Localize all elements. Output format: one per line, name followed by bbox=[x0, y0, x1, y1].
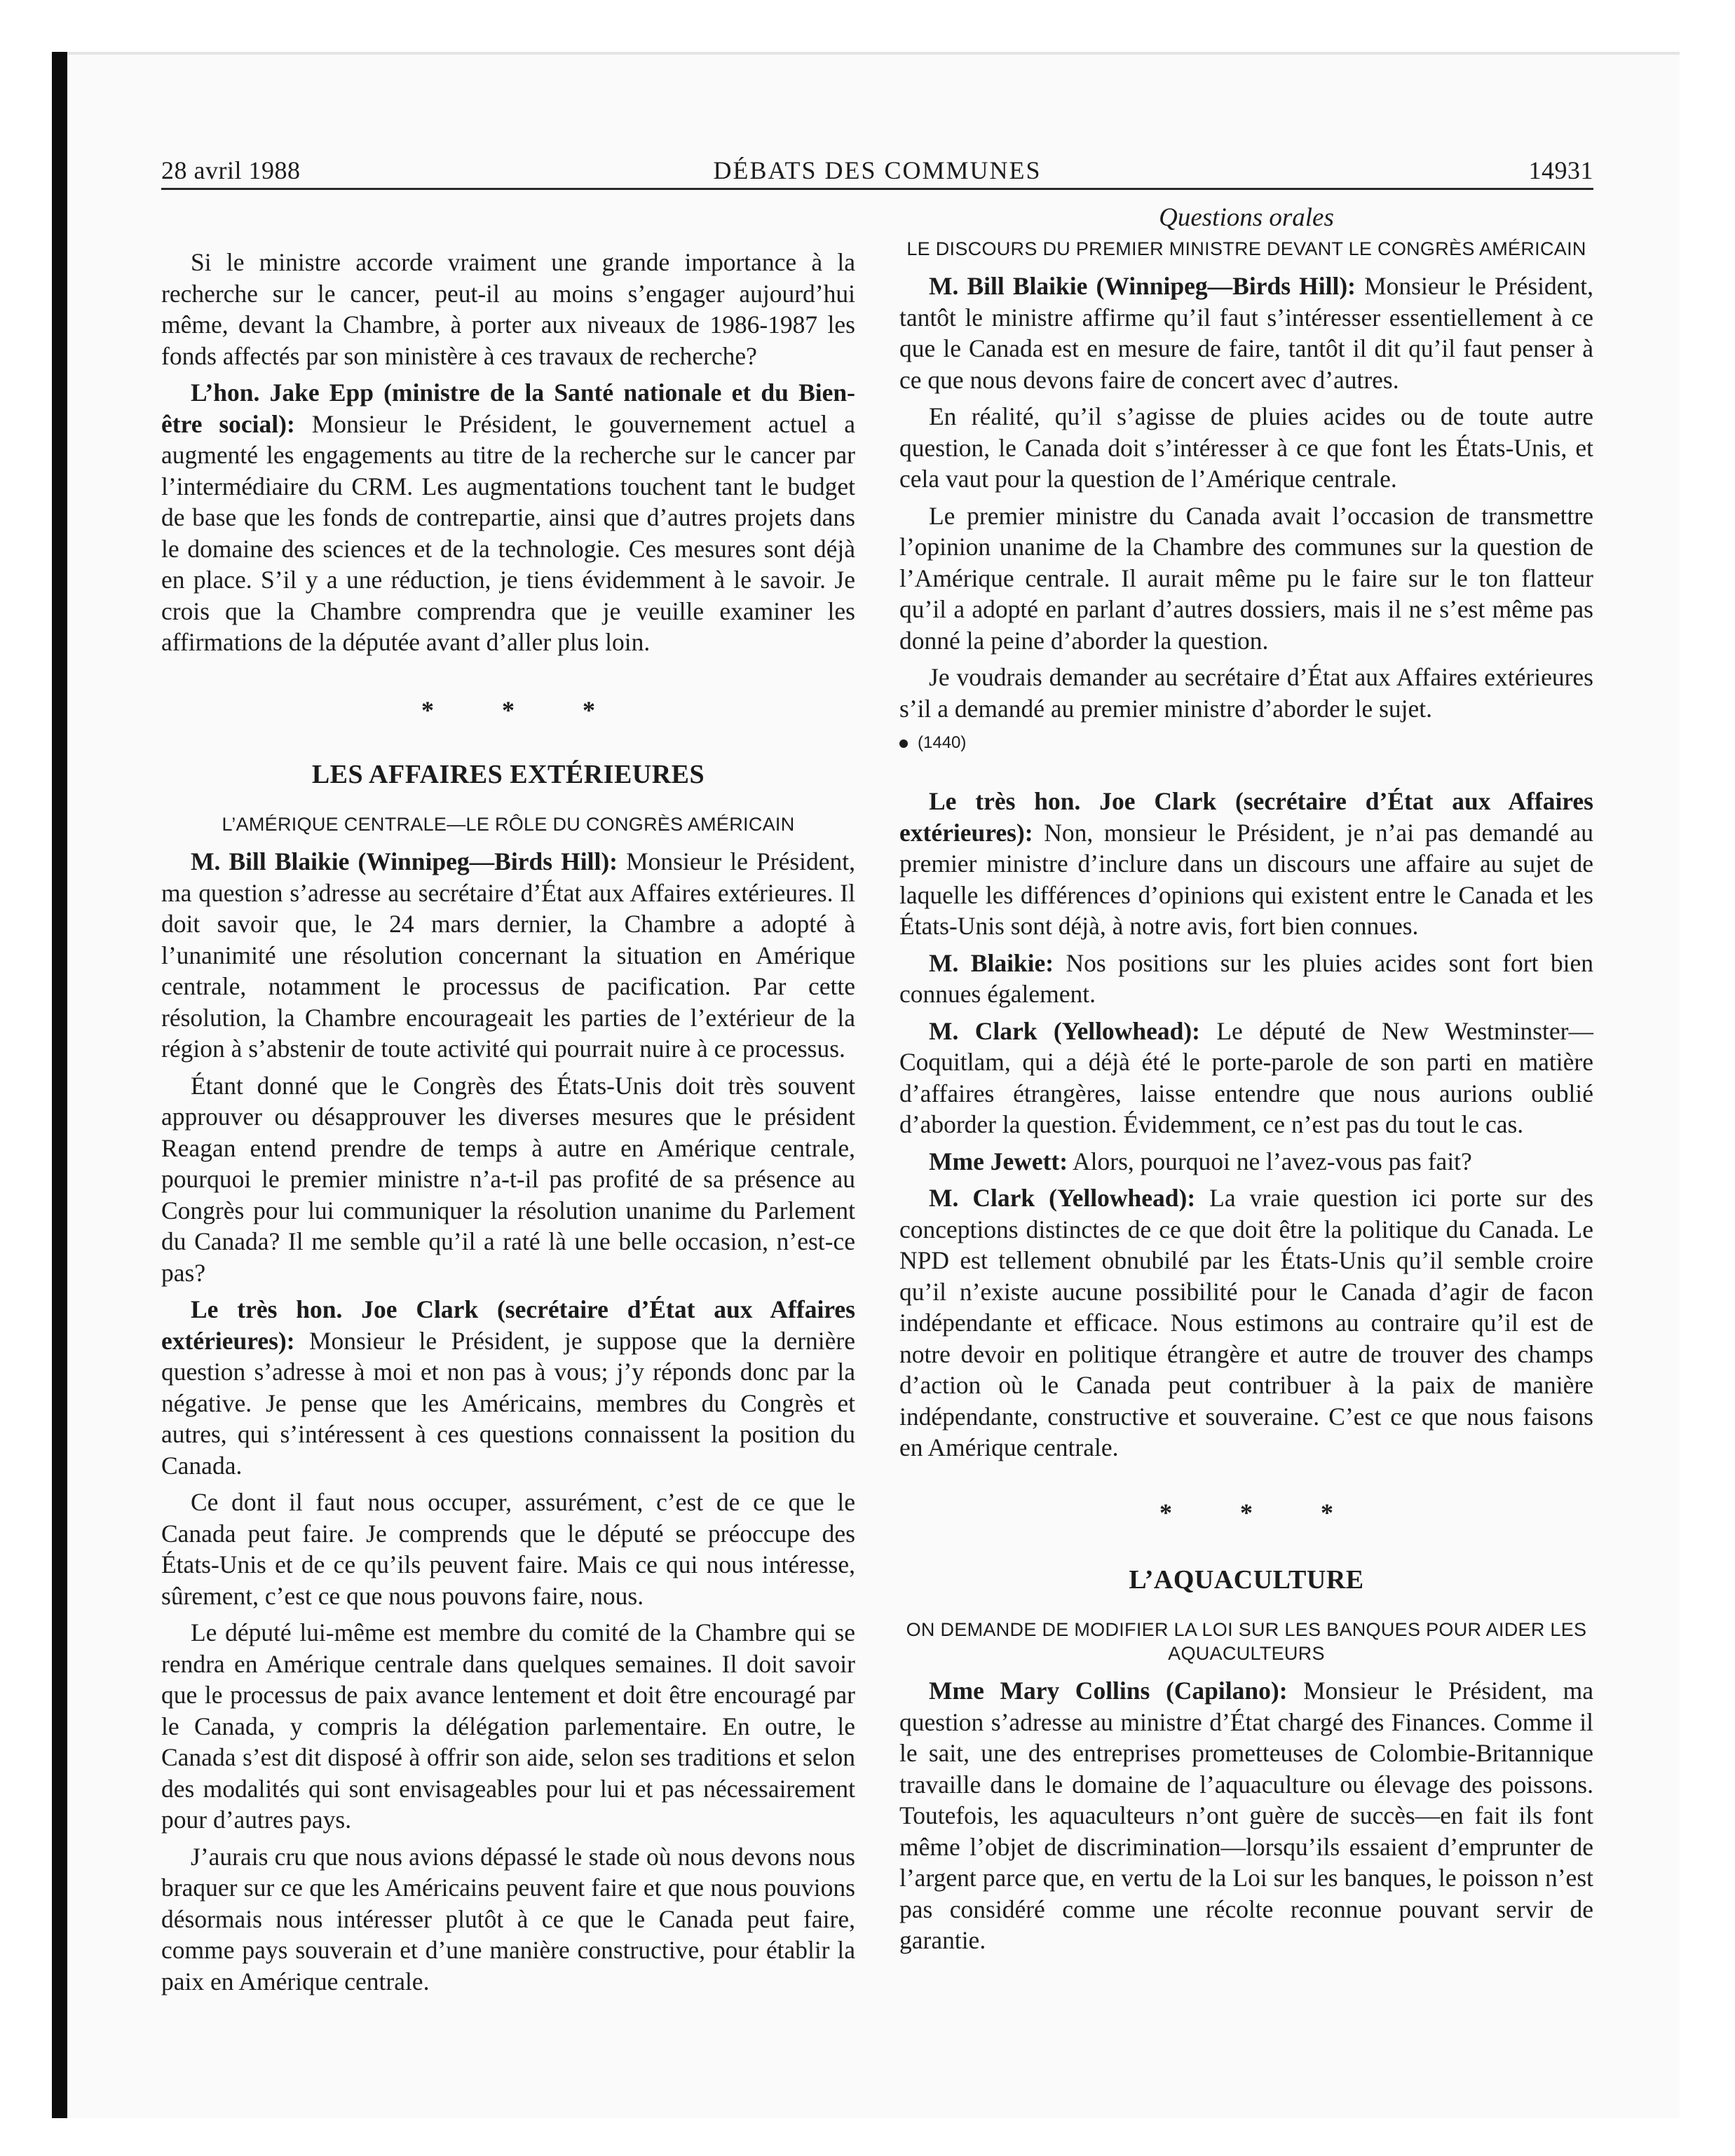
speaker-name: M. Clark (Yellowhead): bbox=[929, 1016, 1200, 1045]
speech-text: Non, monsieur le Président, je n’ai pas demandé au premier ministre d’inclure dans un discours une affaire au sujet de laquelle les différences d’opinions qui existent entre le Canada et les États-Unis sont déjà, à notre avis, fort bien connues. bbox=[899, 818, 1593, 940]
paragraph: Si le ministre accorde vraiment une grande importance à la recherche sur le cancer, peut-il au moins s’engager aujourd’hui même, devant la Chambre, à porter aux niveaux de 1986-1987 les fonds affectés par son ministère à ces travaux de recherche? bbox=[161, 248, 855, 370]
subheading: ON DEMANDE DE MODIFIER LA LOI SUR LES BANQUES POUR AIDER LES AQUACULTEURS bbox=[906, 1619, 1587, 1664]
header-publication: DÉBATS DES COMMUNES bbox=[713, 156, 1042, 184]
speech-text: La vraie question ici porte sur des conceptions distinctes de ce que doit être la politique du Canada. Le NPD est tellement obnubilé par les États-Unis qu’il semble croire qu’il n’existe aucune possibilité pour le Canada d’agir de facon indépendante et efficace. Nous estimons au contraire qu’il est de notre devoir en politique étrangère et autre de trouver des champs d’action où le Canada peut contribuer à la paix de manière indépendante, constructive et souveraine. C’est ce que nous faisons en Amérique centrale. bbox=[899, 1184, 1593, 1461]
speech-text: Monsieur le Président, ma question s’adresse au ministre d’État chargé des Finances. Comme il le sait, une des entreprises prometteuses de Colombie-Britannique travaille dans le domaine de l’aquaculture ou élevage des poissons. Toutefois, les aquaculteurs n’ont guère de succès—en fait ils font même l’objet de discrimination—lorsqu’ils essaient d’emprunter de l’argent parce que, en vertu de la Loi sur les banques, le poisson n’est pas considéré comme une récolte reconnue pouvant servir de garantie. bbox=[899, 1677, 1593, 1954]
speech-text: Monsieur le Président, je suppose que la dernière question s’adresse à moi et non pas à vous; j’y réponds donc par la négative. Je pense que les Américains, membres du Congrès et autres, qui s’intéressent à ces questions connaissent la position du Canada. bbox=[161, 1326, 855, 1480]
paragraph bbox=[899, 1675, 1593, 1956]
paragraph: Le député lui-même est membre du comité de la Chambre qui se rendra en Amérique centrale dans quelques semaines. Il doit savoir que le processus de paix avance lentement et doit être encouragé par le Canada, y compris la délégation parlementaire. En outre, le Canada s’est dit disposé à offrir son aide, selon ses traditions et selon des modalités qui sont envisageables pour lui et pas nécessairement pour d’autres pays. bbox=[161, 1618, 855, 1834]
header-rule bbox=[161, 188, 1593, 190]
paragraph bbox=[899, 271, 1593, 395]
paragraph bbox=[899, 948, 1593, 1010]
running-header bbox=[161, 153, 1593, 188]
paragraph: Je voudrais demander au secrétaire d’État aux Affaires extérieures s’il a demandé au premier ministre d’aborder le sujet. bbox=[899, 663, 1593, 723]
header-date: 28 avril 1988 bbox=[161, 156, 301, 184]
subheading: LE DISCOURS DU PREMIER MINISTRE DEVANT LE CONGRÈS AMÉRICAIN bbox=[906, 238, 1586, 259]
header-page-number: 14931 bbox=[1528, 156, 1593, 184]
speech-text: Monsieur le Président, ma question s’adresse au secrétaire d’État aux Affaires extérieures. Il doit savoir que, le 24 mars dernier, la Chambre a adopté à l’unanimité une résolution concernant la situation en Amérique centrale, notamment le processus de pacification. Par cette résolution, la Chambre encourageait les parties de l’extérieur de la région à s’abstenir de toute activité qui pourrait nuire à ce processus. bbox=[161, 847, 855, 1063]
speaker-name: Mme Mary Collins (Capilano): bbox=[929, 1677, 1288, 1705]
left-column-top-space bbox=[161, 202, 855, 247]
paragraph bbox=[899, 1016, 1593, 1140]
section-heading: L’AQUACULTURE bbox=[1129, 1565, 1364, 1595]
speech-text: Monsieur le Président, le gouvernement actuel a augmenté les engagements au titre de la recherche sur le cancer par l’intermédiaire du CRM. Les augmentations touchent tant le budget de base que les fonds de contrepartie, ainsi que d’autres projets dans le domaine des sciences et de la technologie. Ces mesures sont déjà en place. S’il y a une réduction, je tiens évidemment à le savoir. Je crois que la Chambre comprendra que je veuille examiner les affirmations de la députée avant d’aller plus loin. bbox=[161, 409, 855, 656]
scan-binding-edge bbox=[52, 52, 67, 2118]
section-separator: * * * bbox=[1159, 1498, 1364, 1527]
speaker-name: M. Blaikie: bbox=[929, 948, 1054, 977]
speaker-name: M. Bill Blaikie (Winnipeg—Birds Hill): bbox=[929, 272, 1356, 300]
speaker-name: Le très hon. Joe Clark (secrétaire d’État aux Affaires extérieures): bbox=[899, 787, 1593, 847]
paragraph bbox=[161, 1294, 855, 1481]
paragraph: Étant donné que le Congrès des États-Unis doit très souvent approuver ou désapprouver les diverses mesures que le président Reagan entend prendre de temps à autre en Amérique centrale, pourquoi le premier ministre n’a-t-il pas profité de sa présence au Congrès pour lui communiquer la résolution unanime du Parlement du Canada? Il me semble qu’il a raté là une belle occasion, n’est-ce pas? bbox=[161, 1071, 855, 1287]
section-separator: * * * bbox=[421, 695, 626, 724]
speech-text: Monsieur le Président, tantôt le ministre affirme qu’il faut s’intéresser essentiellement à ce que le Canada est en mesure de faire, tantôt il dit qu’il faut penser à ce que nous devons faire de concert avec d’autres. bbox=[899, 272, 1593, 394]
speaker-name: M. Clark (Yellowhead): bbox=[929, 1184, 1196, 1212]
paragraph: En réalité, qu’il s’agisse de pluies acides ou de toute autre question, le Canada doit s’intéresser à ce que font les États-Unis, et cela vaut pour la question de l’Amérique centrale. bbox=[899, 402, 1593, 493]
speaker-name: M. Bill Blaikie (Winnipeg—Birds Hill): bbox=[191, 847, 618, 875]
right-column bbox=[899, 202, 1593, 1962]
paragraph bbox=[161, 846, 855, 1065]
speech-text: Nos positions sur les pluies acides sont fort bien connues également. bbox=[899, 948, 1593, 1008]
speaker-name: L’hon. Jake Epp (ministre de la Santé nationale et du Bien-être social): bbox=[161, 378, 855, 438]
speech-text: Alors, pourquoi ne l’avez-vous pas fait? bbox=[1068, 1147, 1472, 1175]
subheading: L’AMÉRIQUE CENTRALE—LE RÔLE DU CONGRÈS AMÉRICAIN bbox=[222, 814, 795, 835]
paragraph: J’aurais cru que nous avions dépassé le stade où nous devons nous braquer sur ce que les Américains peuvent faire et que nous pouvions désormais nous intéresser plutôt à ce que le Canada peut faire, comme pays souverain et d’une manière constructive, pour établir la paix en Amérique centrale. bbox=[161, 1842, 855, 1995]
paragraph: Ce dont il faut nous occuper, assurément, c’est de ce que le Canada peut faire. Je comprends que le député se préoccupe des États-Unis et de ce qu’ils peuvent faire. Mais ce qui nous intéresse, sûrement, c’est ce que nous pouvons faire, nous. bbox=[161, 1488, 855, 1610]
time-label: (1440) bbox=[918, 733, 967, 752]
paragraph bbox=[899, 1146, 1593, 1178]
speaker-name: Mme Jewett: bbox=[929, 1147, 1068, 1175]
bullet-dot-icon bbox=[899, 739, 908, 748]
section-title: Questions orales bbox=[1159, 203, 1334, 232]
left-column bbox=[161, 202, 855, 2003]
paragraph: Le premier ministre du Canada avait l’occasion de transmettre l’opinion unanime de la Chambre des communes sur la question de l’Amérique centrale. Il aurait même pu le faire sur le ton flatteur qu’il a adopté en parlant d’autres dossiers, mais il ne s’est même pas donné la peine d’aborder la question. bbox=[899, 501, 1593, 655]
paragraph bbox=[161, 377, 855, 658]
speaker-name: Le très hon. Joe Clark (secrétaire d’État aux Affaires extérieures): bbox=[161, 1295, 855, 1355]
time-marker bbox=[899, 732, 1593, 753]
speech-text: Le député de New Westminster—Coquitlam, qui a déjà été le porte-parole de son parti en matière d’affaires étrangères, laisse entendre que nous aurions oublié d’aborder la question. Évidemment, ce n’est pas du tout le cas. bbox=[899, 1016, 1594, 1138]
paragraph bbox=[899, 786, 1593, 942]
section-heading: LES AFFAIRES EXTÉRIEURES bbox=[311, 760, 705, 789]
paragraph bbox=[899, 1182, 1593, 1464]
